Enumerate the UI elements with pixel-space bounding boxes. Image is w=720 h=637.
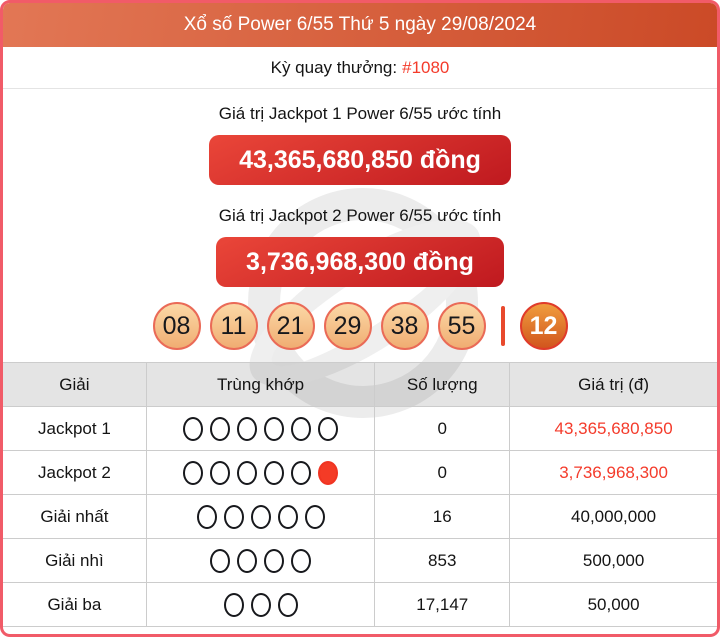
match-circle-icon <box>237 461 257 485</box>
draw-period-label: Kỳ quay thưởng: <box>270 57 398 77</box>
winning-number-ball: 11 <box>210 302 258 350</box>
draw-period-number: #1080 <box>402 57 450 77</box>
table-body <box>3 407 717 627</box>
match-pattern-cell <box>146 539 374 582</box>
table-row <box>3 583 717 627</box>
winning-number-ball: 08 <box>153 302 201 350</box>
match-pattern-cell <box>146 451 374 494</box>
winning-number-ball: 38 <box>381 302 429 350</box>
page-title-bar <box>3 3 717 47</box>
jackpot1-label: Giá trị Jackpot 1 Power 6/55 ước tính <box>218 104 502 123</box>
match-circle-icon <box>237 549 257 573</box>
prize-name-cell: Giải nhất <box>40 506 109 526</box>
table-header-cell: Trùng khớp <box>146 363 374 406</box>
match-circle-icon <box>183 417 203 441</box>
winner-count-cell: 16 <box>374 495 509 538</box>
prize-value-cell: 50,000 <box>509 583 717 626</box>
table-row <box>3 495 717 539</box>
match-circle-icon <box>224 505 244 529</box>
table-header-cell: Số lượng <box>374 363 509 406</box>
match-circle-icon <box>197 505 217 529</box>
match-circle-icon <box>305 505 325 529</box>
match-pattern-cell <box>146 583 374 626</box>
prize-name-cell: Giải ba <box>47 594 102 614</box>
winner-count-cell: 17,147 <box>374 583 509 626</box>
table-header-cell: Giải <box>59 374 90 394</box>
page-title: Xổ số Power 6/55 Thứ 5 ngày 29/08/2024 <box>183 14 537 35</box>
match-circle-icon <box>224 593 244 617</box>
table-row <box>3 407 717 451</box>
winning-number-ball: 29 <box>324 302 372 350</box>
match-power-circle-icon <box>318 461 338 485</box>
table-header-row <box>3 363 717 407</box>
match-circle-icon <box>210 461 230 485</box>
match-circle-icon <box>251 593 271 617</box>
prize-value-cell: 40,000,000 <box>509 495 717 538</box>
winner-count-cell: 0 <box>374 451 509 494</box>
draw-period-row <box>3 47 717 89</box>
prize-name-cell: Giải nhì <box>45 550 104 570</box>
match-circle-icon <box>318 417 338 441</box>
prize-table <box>3 362 717 627</box>
table-header-cell: Giá trị (đ) <box>509 363 717 406</box>
jackpot2-amount-button[interactable]: 3,736,968,300 đồng <box>216 237 504 287</box>
prize-name-cell: Jackpot 1 <box>38 418 111 438</box>
match-circle-icon <box>251 505 271 529</box>
match-circle-icon <box>210 549 230 573</box>
winner-count-cell: 853 <box>374 539 509 582</box>
prize-value-cell: 500,000 <box>509 539 717 582</box>
power-ball-separator <box>501 306 505 346</box>
table-row <box>3 451 717 495</box>
match-pattern-cell <box>146 495 374 538</box>
winning-numbers-row <box>3 302 717 350</box>
table-row <box>3 539 717 583</box>
winning-number-ball: 21 <box>267 302 315 350</box>
match-circle-icon <box>264 461 284 485</box>
match-circle-icon <box>210 417 230 441</box>
match-circle-icon <box>291 549 311 573</box>
match-circle-icon <box>291 461 311 485</box>
power-number-ball: 12 <box>520 302 568 350</box>
match-circle-icon <box>278 593 298 617</box>
match-pattern-cell <box>146 407 374 450</box>
winning-number-ball: 55 <box>438 302 486 350</box>
match-circle-icon <box>264 417 284 441</box>
match-circle-icon <box>291 417 311 441</box>
prize-value-cell: 43,365,680,850 <box>509 407 717 450</box>
match-circle-icon <box>264 549 284 573</box>
prize-name-cell: Jackpot 2 <box>38 462 111 482</box>
prize-value-cell: 3,736,968,300 <box>509 451 717 494</box>
match-circle-icon <box>278 505 298 529</box>
jackpot1-amount-button[interactable]: 43,365,680,850 đồng <box>209 135 511 185</box>
winner-count-cell: 0 <box>374 407 509 450</box>
jackpot2-label: Giá trị Jackpot 2 Power 6/55 ước tính <box>218 206 502 225</box>
match-circle-icon <box>183 461 203 485</box>
match-circle-icon <box>237 417 257 441</box>
